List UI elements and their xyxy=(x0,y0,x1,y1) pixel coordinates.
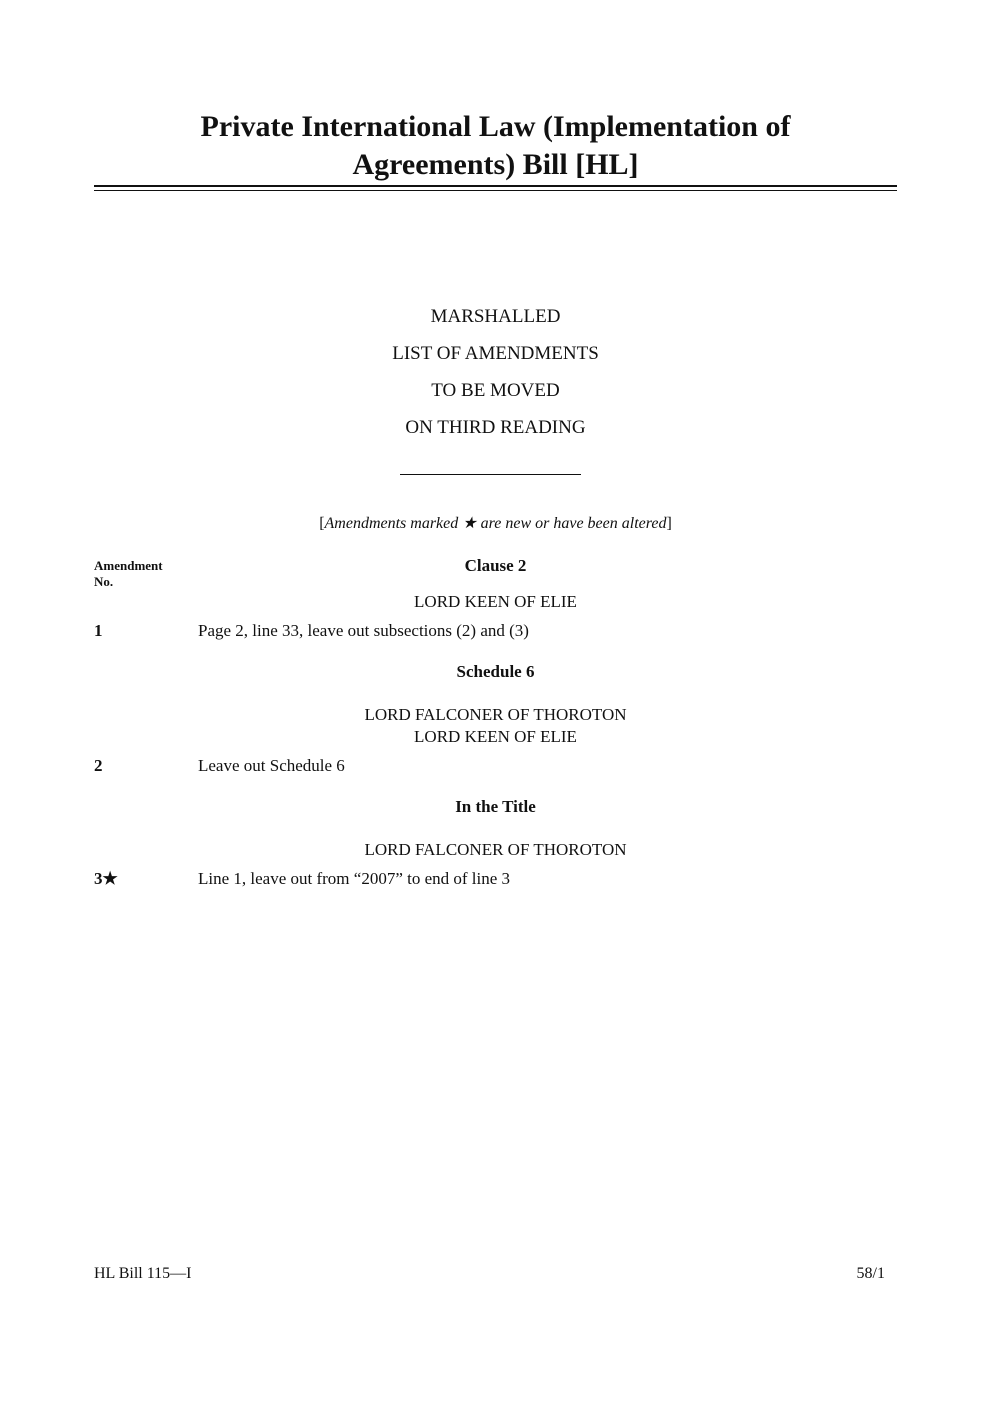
title-rule-thick xyxy=(94,185,897,187)
amendment-text-2: Leave out Schedule 6 xyxy=(198,756,345,775)
mover-name: LORD FALCONER OF THOROTON xyxy=(364,840,627,859)
amendment-number-3: 3★ xyxy=(94,869,118,888)
bill-title-line-2: Agreements) Bill [HL] xyxy=(352,148,639,181)
mover-name: LORD KEEN OF ELIE xyxy=(414,727,577,746)
amendment-text-3: Line 1, leave out from “2007” to end of line 3 xyxy=(198,869,511,888)
bill-title xyxy=(94,108,897,184)
section-heading-clause-2: Clause 2 xyxy=(464,556,527,575)
note-close-bracket: ] xyxy=(666,515,672,532)
mover-name: LORD KEEN OF ELIE xyxy=(414,592,577,611)
heading-line: LIST OF AMENDMENTS xyxy=(392,343,599,364)
note-open-bracket: [ xyxy=(319,515,325,532)
footer-bill-reference: HL Bill 115—I xyxy=(94,1265,192,1282)
mover-name: LORD FALCONER OF THOROTON xyxy=(364,705,627,724)
title-rule-thin xyxy=(94,190,897,191)
separator-rule xyxy=(400,474,581,475)
bill-title-line-1: Private International Law (Implementation of xyxy=(200,110,791,143)
amendment-label-line-1: Amendment xyxy=(94,558,163,573)
amendment-number-2: 2 xyxy=(94,756,103,775)
amendment-number-1: 1 xyxy=(94,621,103,640)
section-heading-schedule-6: Schedule 6 xyxy=(456,662,535,681)
amendments-note xyxy=(94,513,897,535)
amendment-label-line-2: No. xyxy=(94,574,114,589)
note-text: Amendments marked ★ are new or have been altered xyxy=(324,515,667,532)
heading-line: ON THIRD READING xyxy=(405,417,586,438)
amendment-text-1: Page 2, line 33, leave out subsections (2) and (3) xyxy=(198,621,529,640)
heading-line: TO BE MOVED xyxy=(431,380,560,401)
footer-page-reference: 58/1 xyxy=(856,1265,885,1282)
marshalled-list-heading xyxy=(94,305,897,453)
section-heading-in-the-title: In the Title xyxy=(455,797,536,816)
heading-line: MARSHALLED xyxy=(430,306,561,327)
